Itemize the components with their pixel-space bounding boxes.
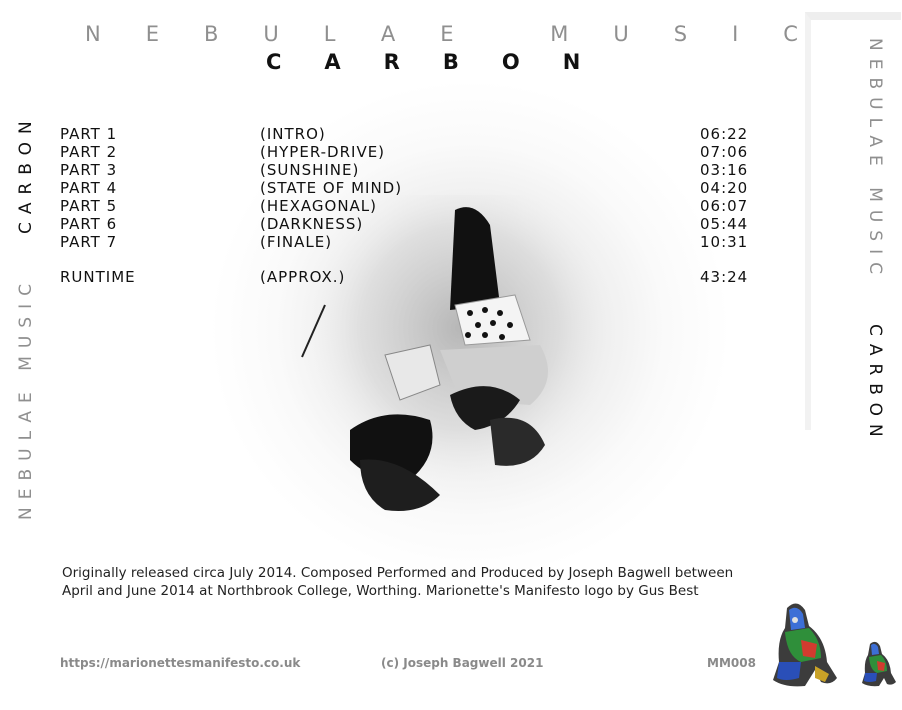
left-spine-album: CARBON — [16, 113, 36, 235]
track-duration: 05:44 — [700, 215, 749, 233]
track-title: (DARKNESS) — [260, 215, 364, 233]
track-title: (HEXAGONAL) — [260, 197, 378, 215]
runtime-qualifier: (APPROX.) — [260, 268, 346, 286]
track-title: (SUNSHINE) — [260, 161, 360, 179]
track-row — [60, 125, 770, 143]
website-url: https://marionettesmanifesto.co.uk — [60, 656, 301, 670]
liner-notes — [62, 564, 822, 600]
right-spine-album: CARBON — [865, 323, 885, 445]
liner-notes-line: Originally released circa July 2014. Composed Performed and Produced by Joseph Bagwell between — [62, 565, 734, 581]
track-part: PART 6 — [60, 215, 118, 233]
track-list — [60, 125, 770, 286]
track-part: PART 3 — [60, 161, 118, 179]
track-title: (HYPER-DRIVE) — [260, 143, 386, 161]
track-part: PART 2 — [60, 143, 118, 161]
track-part: PART 7 — [60, 233, 118, 251]
track-part: PART 5 — [60, 197, 118, 215]
runtime-duration: 43:24 — [700, 268, 749, 286]
album-title-heading: CARBON — [266, 50, 624, 74]
track-duration: 06:22 — [700, 125, 749, 143]
track-row — [60, 215, 770, 233]
track-row — [60, 197, 770, 215]
copyright-notice: (c) Joseph Bagwell 2021 — [381, 656, 544, 670]
marionette-logo-icon — [765, 600, 841, 690]
label-name-heading: NEBULAE MUSIC — [85, 22, 843, 46]
runtime-row — [60, 268, 770, 286]
catalog-number: MM008 — [707, 656, 756, 670]
left-spine — [14, 30, 38, 520]
track-part: PART 1 — [60, 125, 118, 143]
track-title: (STATE OF MIND) — [260, 179, 403, 197]
track-title: (INTRO) — [260, 125, 326, 143]
track-duration: 07:06 — [700, 143, 749, 161]
track-row — [60, 161, 770, 179]
right-spine — [862, 38, 888, 518]
left-spine-label-name: NEBULAE MUSIC — [16, 276, 36, 520]
track-title: (FINALE) — [260, 233, 333, 251]
track-part: PART 4 — [60, 179, 118, 197]
runtime-label: RUNTIME — [60, 268, 136, 286]
track-row — [60, 179, 770, 197]
marionette-logo-small-icon — [858, 640, 898, 688]
track-duration: 06:07 — [700, 197, 749, 215]
track-duration: 03:16 — [700, 161, 749, 179]
track-row — [60, 143, 770, 161]
liner-notes-line: April and June 2014 at Northbrook College, Worthing. Marionette's Manifesto logo by Gus Best — [62, 583, 699, 599]
track-duration: 04:20 — [700, 179, 749, 197]
track-row — [60, 233, 770, 251]
track-duration: 10:31 — [700, 233, 749, 251]
right-spine-label-name: NEBULAE MUSIC — [865, 38, 885, 282]
